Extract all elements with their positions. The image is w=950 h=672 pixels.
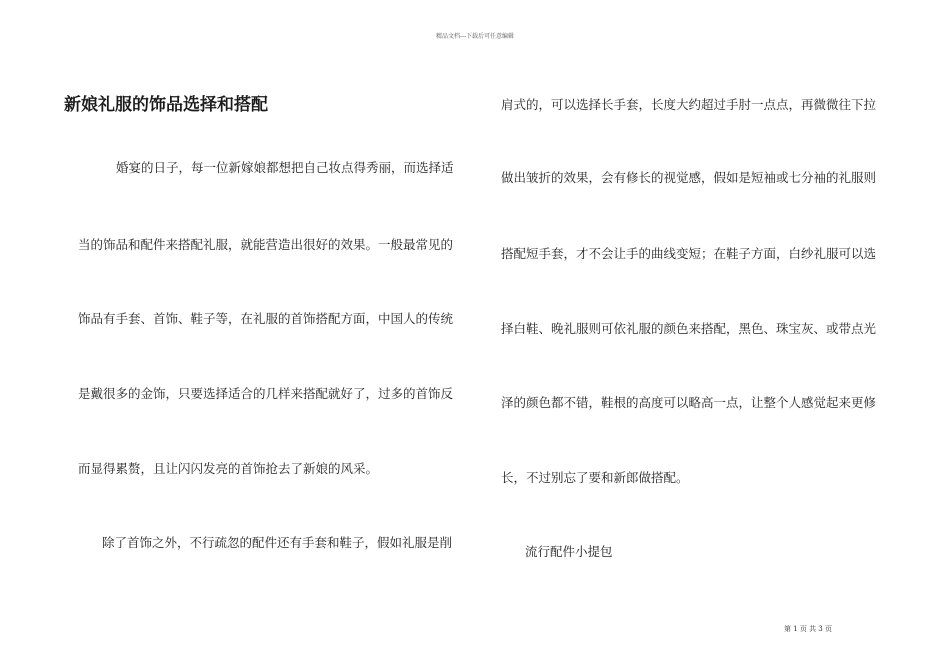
paragraph-line: 择白鞋、晚礼服则可依礼服的颜色来搭配，黑色、珠宝灰、或带点光 [501, 321, 877, 336]
document-title: 新娘礼服的饰品选择和搭配 [64, 95, 268, 115]
paragraph-line: 肩式的，可以选择长手套，长度大约超过手肘一点点，再微微往下拉 [501, 97, 877, 112]
paragraph-line: 泽的颜色都不错，鞋根的高度可以略高一点，让整个人感觉起来更修 [501, 395, 877, 410]
paragraph-line: 搭配短手套，才不会让手的曲线变短；在鞋子方面，白纱礼服可以选 [501, 246, 877, 261]
paragraph-line: 除了首饰之外，不行疏忽的配件还有手套和鞋子，假如礼服是削 [102, 535, 453, 550]
page-header: 精品文档---下载后可任意编辑 [435, 33, 515, 40]
paragraph-line: 长，不过别忘了要和新郎做搭配。 [501, 470, 689, 485]
paragraph-line: 当的饰品和配件来搭配礼服，就能营造出很好的效果。一般最常见的 [78, 237, 454, 252]
paragraph-line: 而显得累赘，且让闪闪发亮的首饰抢去了新娘的风采。 [78, 461, 379, 476]
paragraph-line: 婚宴的日子，每一位新嫁娘都想把自己妆点得秀丽，而选择适 [116, 160, 454, 175]
page-number: 第 1 页 共 3 页 [783, 625, 832, 633]
paragraph-line: 做出皱折的效果，会有修长的视觉感，假如是短袖或七分袖的礼服则 [501, 170, 877, 185]
section-heading: 流行配件小提包 [525, 544, 613, 559]
paragraph-line: 饰品有手套、首饰、鞋子等，在礼服的首饰搭配方面，中国人的传统 [78, 311, 454, 326]
paragraph-line: 是戴很多的金饰，只要选择适合的几样来搭配就好了，过多的首饰反 [78, 386, 454, 401]
